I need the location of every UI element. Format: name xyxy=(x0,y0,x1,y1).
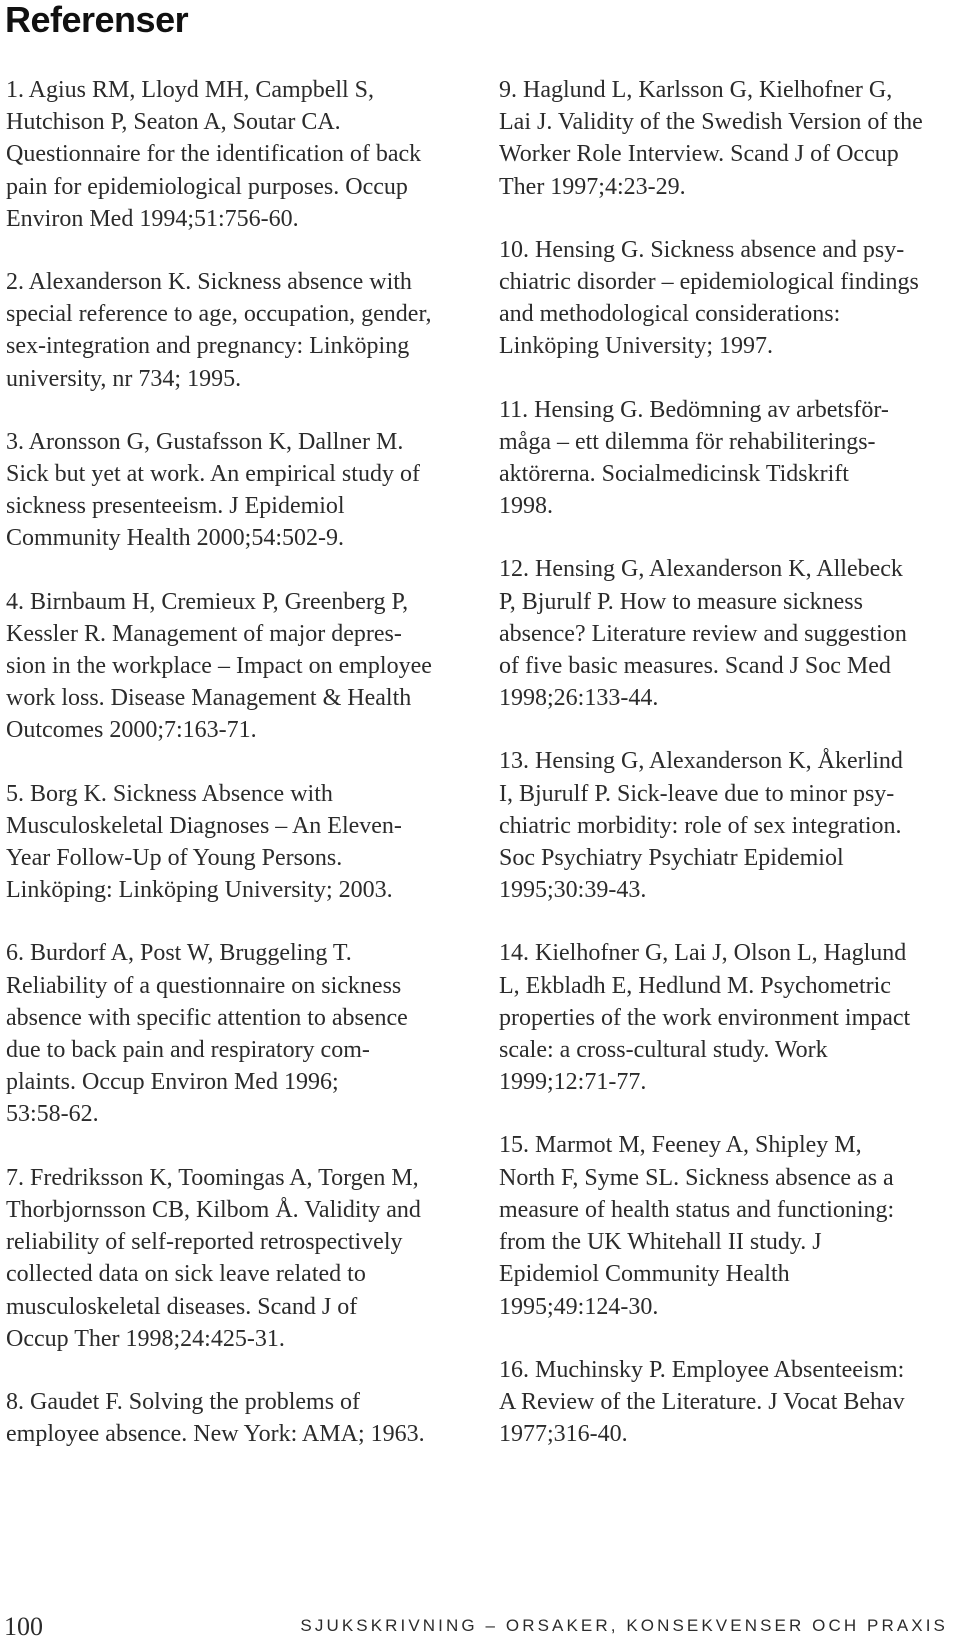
reference-9: 9. Haglund L, Karlsson G, Kielhofner G, Lai J. Validity of the Swedish Version of the Worker Role Interview. Scand J of Occup Ther 1997;4:23-29. xyxy=(499,77,923,200)
reference-11: 11. Hensing G. Bedömning av arbetsför- måga – ett dilemma för rehabiliterings- aktörerna. Socialmedicinsk Tidskrift 1998. xyxy=(499,396,889,520)
reference-7: 7. Fredriksson K, Toomingas A, Torgen M, Thorbjornsson CB, Kilbom Å. Validity and reliability of self-reported retrospectively collected data on sick leave related to musculoskeletal diseases. Scand J of Occup Ther 1998;24:425-31. xyxy=(6,1164,421,1352)
reference-2: 2. Alexanderson K. Sickness absence with special reference to age, occupation, gender, sex-integration and pregnancy: Linköping university, nr 734; 1995. xyxy=(6,269,432,392)
page-title: Referenser xyxy=(5,0,189,40)
page-number: 100 xyxy=(4,1612,43,1641)
reference-14: 14. Kielhofner G, Lai J, Olson L, Haglund L, Ekbladh E, Hedlund M. Psychometric properties of the work environment impact scale: a cross-cultural study. Work 1999;12:71-77. xyxy=(499,940,911,1096)
reference-6: 6. Burdorf A, Post W, Bruggeling T. Reliability of a questionnaire on sickness absence with specific attention to absence due to back pain and respiratory com- plaints. Occup Environ Med 1996; 53:58-62. xyxy=(6,940,408,1128)
running-title: SJUKSKRIVNING – ORSAKER, KONSEKVENSER OCH PRAXIS xyxy=(300,1616,948,1635)
reference-1: 1. Agius RM, Lloyd MH, Campbell S, Hutchison P, Seaton A, Soutar CA. Questionnaire for the identification of back pain for epidemiological purposes. Occup Environ Med 1994;51:756-60. xyxy=(6,77,422,232)
reference-12: 12. Hensing G, Alexanderson K, Allebeck P, Bjurulf P. How to measure sickness absence? Literature review and suggestion of five basic measures. Scand J Soc Med 1998;26:133-44. xyxy=(499,556,907,712)
references-right-column xyxy=(499,74,960,1481)
references-left-column xyxy=(6,74,471,1481)
reference-16: 16. Muchinsky P. Employee Absenteeism: A Review of the Literature. J Vocat Behav 1977;316-40. xyxy=(499,1356,905,1448)
reference-8: 8. Gaudet F. Solving the problems of employee absence. New York: AMA; 1963. xyxy=(6,1388,425,1448)
reference-13: 13. Hensing G, Alexanderson K, Åkerlind I, Bjurulf P. Sick-leave due to minor psy- chiatric morbidity: role of sex integration. Soc Psychiatry Psychiatr Epidemiol 1995;30:39-43. xyxy=(499,748,903,904)
reference-5: 5. Borg K. Sickness Absence with Musculoskeletal Diagnoses – An Eleven- Year Follow-Up of Young Persons. Linköping: Linköping University; 2003. xyxy=(6,780,402,904)
reference-4: 4. Birnbaum H, Cremieux P, Greenberg P, Kessler R. Management of major depres- sion in the workplace – Impact on employee work loss. Disease Management & Health Outcomes 2000;7:163-71. xyxy=(6,588,432,744)
reference-10: 10. Hensing G. Sickness absence and psy- chiatric disorder – epidemiological findings and methodological considerations: Linköping University; 1997. xyxy=(499,236,919,360)
reference-3: 3. Aronsson G, Gustafsson K, Dallner M. Sick but yet at work. An empirical study of sickness presenteeism. J Epidemiol Community Health 2000;54:502-9. xyxy=(6,428,420,552)
reference-15: 15. Marmot M, Feeney A, Shipley M, North F, Syme SL. Sickness absence as a measure of health status and functioning: from the UK Whitehall II study. J Epidemiol Community Health 1995;49:124-30. xyxy=(499,1132,895,1320)
